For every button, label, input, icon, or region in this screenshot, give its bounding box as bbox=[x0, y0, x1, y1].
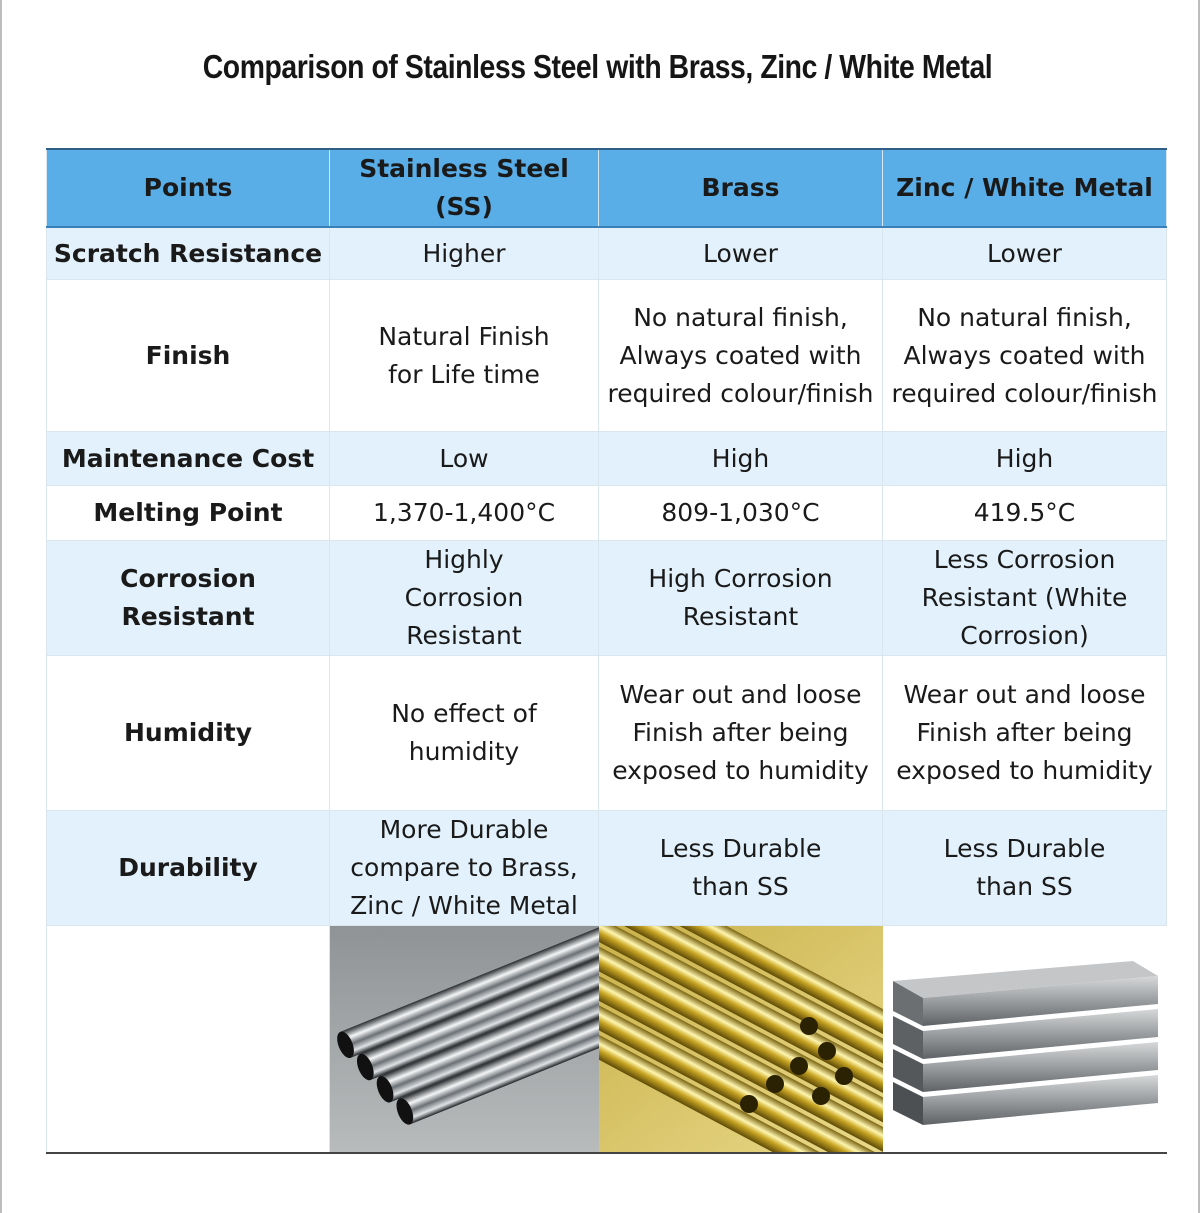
zinc-cell: 419.5°C bbox=[883, 486, 1167, 541]
brass-cell: 809-1,030°C bbox=[599, 486, 883, 541]
row-label: Humidity bbox=[47, 656, 330, 811]
table-row bbox=[47, 280, 1167, 432]
ss-cell-text: Highly Corrosion Resistant bbox=[404, 545, 524, 650]
brass-rods-icon bbox=[599, 926, 883, 1152]
stainless-steel-image-cell bbox=[330, 926, 599, 1154]
row-label: Finish bbox=[47, 280, 330, 432]
table-row bbox=[47, 656, 1167, 811]
stainless-steel-pipes-icon bbox=[330, 926, 599, 1152]
row-label: Maintenance Cost bbox=[47, 432, 330, 486]
zinc-cell-text: Less Durable than SS bbox=[943, 834, 1106, 901]
header-stainless-steel: Stainless Steel (SS) bbox=[330, 149, 599, 227]
brass-cell: Wear out and loose Finish after being exposed to humidity bbox=[599, 656, 883, 811]
page-title: Comparison of Stainless Steel with Brass, Zinc / White Metal bbox=[202, 48, 993, 85]
brass-cell-text: High Corrosion Resistant bbox=[648, 564, 833, 631]
zinc-cell: No natural finish, Always coated with required colour/finish bbox=[883, 280, 1167, 432]
brass-image-cell bbox=[599, 926, 883, 1154]
table-row bbox=[47, 541, 1167, 656]
header-row bbox=[47, 149, 1167, 227]
row-label: Melting Point bbox=[47, 486, 330, 541]
row-label: Scratch Resistance bbox=[47, 227, 330, 280]
table-row bbox=[47, 811, 1167, 926]
zinc-cell: Wear out and loose Finish after being exposed to humidity bbox=[883, 656, 1167, 811]
zinc-cell: High bbox=[883, 432, 1167, 486]
header-points: Points bbox=[47, 149, 330, 227]
table-row bbox=[47, 227, 1167, 280]
brass-cell-text: Less Durable than SS bbox=[659, 834, 822, 901]
image-row bbox=[47, 926, 1167, 1154]
ss-cell-text: Natural Finish for Life time bbox=[378, 321, 550, 389]
empty-image-cell bbox=[47, 926, 330, 1154]
zinc-ingots-icon bbox=[883, 926, 1167, 1152]
brass-cell: High bbox=[599, 432, 883, 486]
ss-cell: Low bbox=[330, 432, 599, 486]
zinc-image-cell bbox=[883, 926, 1167, 1154]
table-row bbox=[47, 486, 1167, 541]
left-frame-line bbox=[0, 0, 2, 1213]
brass-cell bbox=[599, 811, 883, 926]
row-label: Corrosion Resistant bbox=[47, 541, 330, 656]
brass-cell: Lower bbox=[599, 227, 883, 280]
ss-cell-text: No effect of humidity bbox=[391, 699, 537, 766]
header-brass: Brass bbox=[599, 149, 883, 227]
zinc-cell-text: Less Corrosion Resistant (White Corrosion) bbox=[921, 545, 1128, 650]
table-row bbox=[47, 432, 1167, 486]
brass-cell: No natural finish, Always coated with required colour/finish bbox=[599, 280, 883, 432]
ss-cell: More Durable compare to Brass, Zinc / White Metal bbox=[330, 811, 599, 926]
zinc-cell: Lower bbox=[883, 227, 1167, 280]
ss-cell: Higher bbox=[330, 227, 599, 280]
zinc-cell bbox=[883, 811, 1167, 926]
comparison-table bbox=[46, 148, 1167, 1154]
ss-cell: 1,370-1,400°C bbox=[330, 486, 599, 541]
ss-cell bbox=[330, 656, 599, 811]
zinc-cell bbox=[883, 541, 1167, 656]
header-zinc: Zinc / White Metal bbox=[883, 149, 1167, 227]
row-label: Durability bbox=[47, 811, 330, 926]
ss-cell bbox=[330, 280, 599, 432]
brass-cell bbox=[599, 541, 883, 656]
ss-cell bbox=[330, 541, 599, 656]
